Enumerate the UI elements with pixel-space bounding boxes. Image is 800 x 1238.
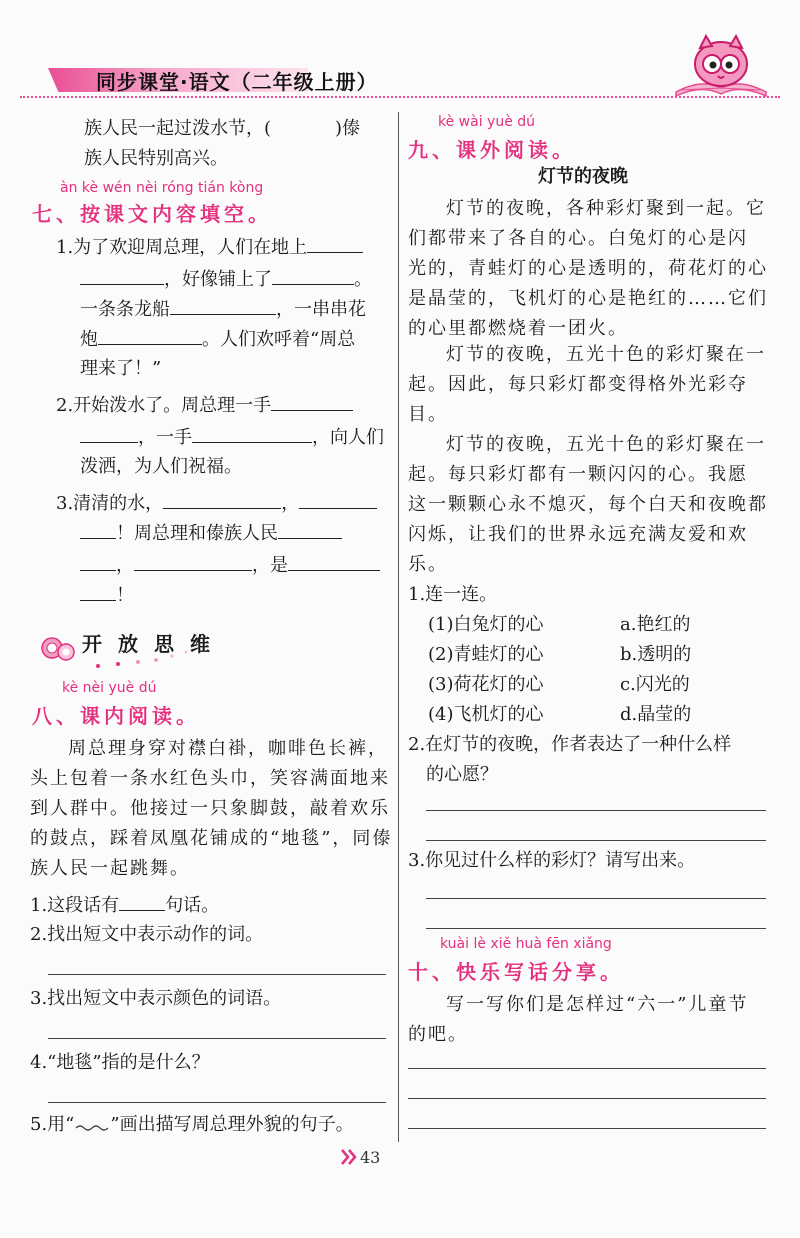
story-line-3: 光的，青蛙灯的心是透明的，荷花灯的心 — [408, 258, 768, 279]
match-right-b[interactable]: b.透明的 — [620, 644, 692, 665]
section7-title: 七、按课文内容填空。 — [32, 202, 272, 226]
story-title: 灯节的夜晚 — [538, 166, 628, 187]
answer-line[interactable] — [48, 1102, 386, 1103]
q7-3-text-f: ！ — [116, 585, 134, 606]
q7-2-text-c: ，向人们 — [312, 427, 384, 448]
match-left-4[interactable]: (4)飞机灯的心 — [428, 704, 544, 725]
match-right-c[interactable]: c.闪光的 — [620, 674, 690, 695]
answer-blank[interactable] — [80, 264, 164, 285]
q7-1-text-g: 。人们欢呼着“周总 — [202, 329, 356, 350]
q7-2-line2 — [80, 422, 384, 453]
answer-blank[interactable] — [134, 550, 252, 571]
answer-blank[interactable] — [288, 550, 380, 571]
section8-title: 八、课内阅读。 — [32, 704, 200, 728]
q9-2-line1: 2.在灯节的夜晚，作者表达了一种什么样 — [408, 734, 732, 755]
story-line-1: 灯节的夜晚，各种彩灯聚到一起。它 — [446, 198, 766, 219]
q7-3-text-c: ！周总理和傣族人民 — [116, 523, 278, 544]
story-line-6: 灯节的夜晚，五光十色的彩灯聚在一 — [446, 344, 766, 365]
q7-1-line4 — [80, 324, 355, 355]
q8-5 — [30, 1110, 354, 1140]
double-chevron-icon — [340, 1147, 358, 1167]
q7-2-text-b: ，一手 — [138, 427, 192, 448]
q7-2-line1 — [56, 390, 353, 421]
answer-blank[interactable] — [299, 488, 377, 509]
q7-3-line3 — [80, 550, 380, 581]
q9-1: 1.连一连。 — [408, 584, 498, 605]
q9-3: 3.你见过什么样的彩灯？请写出来。 — [408, 850, 696, 871]
q7-2-line3: 泼洒，为人们祝福。 — [80, 456, 242, 477]
q7-3-text-a: 3.清清的水， — [56, 493, 164, 514]
continued-line-1 — [84, 114, 360, 144]
passage-line-5: 族人民一起跳舞。 — [30, 858, 190, 879]
q8-1 — [30, 890, 219, 921]
q7-3-text-d: ， — [116, 555, 134, 576]
story-line-11: 这一颗颗心永不熄灭，每个白天和夜晚都 — [408, 494, 768, 515]
page-number: 43 — [360, 1148, 381, 1167]
write-prompt-line-2: 的吧。 — [408, 1024, 468, 1045]
wavy-line-icon — [74, 1118, 110, 1132]
answer-line[interactable] — [426, 928, 766, 929]
answer-blank[interactable] — [170, 294, 276, 315]
q7-1-text-f: 炮 — [80, 329, 98, 350]
section9-pinyin: kè wài yuè dú — [438, 114, 536, 130]
reading-mascot-icon — [672, 34, 770, 98]
answer-line[interactable] — [408, 1098, 766, 1099]
match-right-d[interactable]: d.晶莹的 — [620, 704, 692, 725]
q7-3-line2 — [80, 518, 342, 549]
story-line-4: 是晶莹的，飞机灯的心是艳红的……它们 — [408, 288, 768, 309]
q7-3-text-b: ， — [281, 493, 300, 514]
section10-pinyin: kuài lè xiě huà fēn xiǎng — [440, 936, 612, 952]
story-line-7: 起。因此，每只彩灯都变得格外光彩夺 — [408, 374, 748, 395]
q7-1-text-b: ，好像铺上了 — [164, 269, 272, 290]
q8-5-text-a: 5.用“ — [30, 1114, 75, 1135]
match-left-1[interactable]: (1)白兔灯的心 — [428, 614, 544, 635]
passage-line-3: 到人群中。他接过一只象脚鼓，敲着欢乐 — [30, 798, 390, 819]
q7-1-text-d: 一条条龙船 — [80, 299, 170, 320]
answer-line[interactable] — [426, 810, 766, 811]
q7-1-text-c: 。 — [354, 269, 372, 290]
answer-blank[interactable] — [80, 518, 116, 539]
answer-blank[interactable] — [278, 518, 342, 539]
q7-1-text-a: 1.为了欢迎周总理，人们在地上 — [56, 237, 308, 258]
q7-1-text-e: ，一串串花 — [276, 299, 366, 320]
answer-line[interactable] — [48, 974, 386, 975]
q8-1-text-a: 1.这段话有 — [30, 895, 120, 916]
answer-blank[interactable] — [80, 422, 138, 443]
continued-text-1b: )傣 — [335, 118, 361, 139]
column-divider — [398, 112, 399, 1142]
answer-line[interactable] — [426, 840, 766, 841]
q7-3-text-e: ，是 — [252, 555, 288, 576]
answer-line[interactable] — [48, 1038, 386, 1039]
match-right-a[interactable]: a.艳红的 — [620, 614, 691, 635]
continued-text-1: 族人民一起过泼水节，( — [84, 118, 272, 139]
section8-pinyin: kè nèi yuè dú — [62, 680, 157, 696]
section7-pinyin: àn kè wén nèi róng tián kòng — [60, 180, 264, 196]
q7-1-line1 — [56, 232, 363, 263]
story-line-5: 的心里都燃烧着一团火。 — [408, 318, 628, 339]
q8-1-text-b: 句话。 — [165, 895, 220, 916]
write-prompt-line-1: 写一写你们是怎样过“六一”儿童节 — [446, 994, 749, 1015]
story-line-9: 灯节的夜晚，五光十色的彩灯聚在一 — [446, 434, 766, 455]
answer-blank[interactable] — [98, 324, 202, 345]
answer-blank[interactable] — [192, 422, 312, 443]
passage-line-2: 头上包着一条水红色头巾，笑容满面地来 — [30, 768, 390, 789]
open-thinking-title: 开放思维 — [82, 632, 226, 656]
match-left-3[interactable]: (3)荷花灯的心 — [428, 674, 544, 695]
passage-line-1: 周总理身穿对襟白褂，咖啡色长裤， — [68, 738, 388, 759]
story-line-12: 闪烁，让我们的世界永远充满友爱和欢 — [408, 524, 748, 545]
answer-blank[interactable] — [80, 580, 116, 601]
header-dotted-line — [20, 96, 780, 98]
story-line-10: 起。每只彩灯都有一颗闪闪的心。我愿 — [408, 464, 748, 485]
answer-line[interactable] — [426, 898, 766, 899]
q8-3: 3.找出短文中表示颜色的词语。 — [30, 988, 282, 1009]
answer-blank[interactable] — [119, 890, 165, 911]
answer-blank[interactable] — [271, 390, 353, 411]
answer-blank[interactable] — [163, 488, 281, 509]
q8-4: 4.“地毯”指的是什么？ — [30, 1052, 210, 1073]
q8-5-text-b: ”画出描写周总理外貌的句子。 — [110, 1114, 354, 1135]
answer-blank[interactable] — [80, 550, 116, 571]
story-line-13: 乐。 — [408, 554, 448, 575]
answer-blank[interactable] — [272, 264, 354, 285]
q7-2-text-a: 2.开始泼水了。周总理一手 — [56, 395, 272, 416]
q7-1-line3 — [80, 294, 366, 325]
q7-3-line4 — [80, 580, 134, 611]
q7-1-line5: 理来了！” — [80, 358, 162, 379]
continued-line-2: 族人民特别高兴。 — [84, 148, 228, 169]
story-line-2: 们都带来了各自的心。白兔灯的心是闪 — [408, 228, 748, 249]
q9-2-line2: 的心愿？ — [426, 764, 498, 785]
section10-title: 十、快乐写话分享。 — [408, 960, 624, 984]
match-left-2[interactable]: (2)青蛙灯的心 — [428, 644, 544, 665]
page-header-title: 同步课堂·语文（二年级上册） — [96, 70, 378, 94]
answer-line[interactable] — [408, 1128, 766, 1129]
story-line-8: 目。 — [408, 404, 448, 425]
answer-blank[interactable] — [307, 232, 363, 253]
q7-3-line1 — [56, 488, 377, 519]
q8-2: 2.找出短文中表示动作的词。 — [30, 924, 264, 945]
q7-1-line2 — [80, 264, 372, 295]
passage-line-4: 的鼓点，踩着凤凰花铺成的“地毯”，同傣 — [30, 828, 393, 849]
answer-line[interactable] — [408, 1068, 766, 1069]
section9-title: 九、课外阅读。 — [408, 138, 576, 162]
